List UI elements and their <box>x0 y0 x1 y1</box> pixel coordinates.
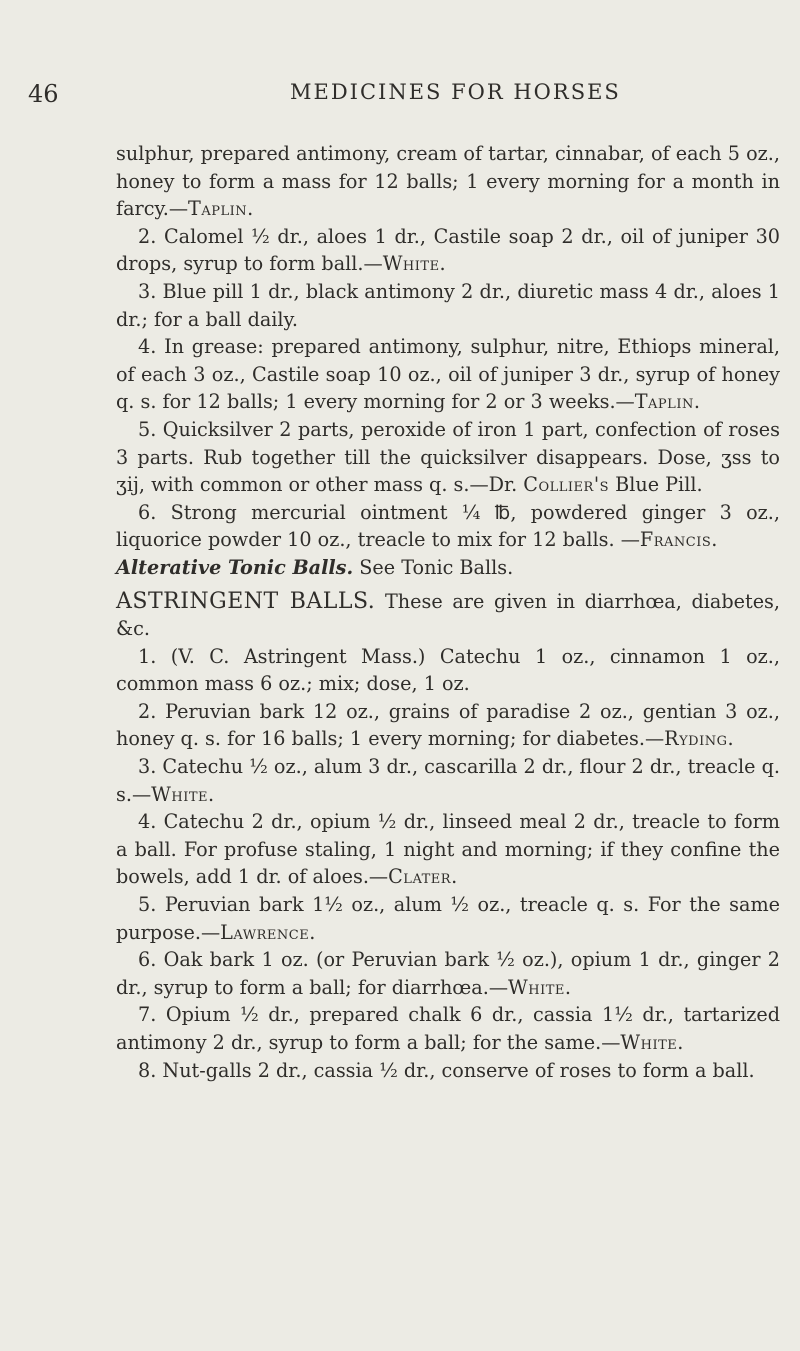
author-name: White. <box>382 252 447 276</box>
recipe-entry: 2. Calomel ½ dr., aloes 1 dr., Castile soap 2 dr., oil of juniper 30 drops, syrup to form ball.—White. <box>116 224 780 276</box>
author-name: White. <box>151 782 215 806</box>
recipe-entry: 5. Peruvian bark 1½ oz., alum ½ oz., treacle q. s. For the same purpose.—Lawrence. <box>116 893 780 944</box>
recipe-entry: 6. Oak bark 1 oz. (or Peruvian bark ½ oz.), opium 1 dr., ginger 2 dr., syrup to form a ball; for diarrhœa.—White. <box>116 948 780 999</box>
author-name: Taplin. <box>634 390 701 414</box>
recipe-entry: 1. (V. C. Astringent Mass.) Catechu 1 oz., cinnamon 1 oz., common mass 6 oz.; mix; dose, 1 oz. <box>116 644 780 696</box>
author-name: Taplin. <box>188 197 254 221</box>
recipe-entry: 4. In grease: prepared antimony, sulphur, nitre, Ethiops mineral, of each 3 oz., Castile soap 10 oz., oil of juniper 3 dr., syrup of honey q. s. for 12 balls; 1 every morning for 2 or 3 weeks.—Taplin. <box>116 335 780 414</box>
page-number: 46 <box>28 80 59 108</box>
recipe-entry: 3. Blue pill 1 dr., black antimony 2 dr., diuretic mass 4 dr., aloes 1 dr.; for a ball daily. <box>116 279 780 331</box>
author-name: Collier's <box>523 473 609 497</box>
alterative-label: Alterative Tonic Balls. <box>116 555 354 579</box>
recipe-entry: 2. Peruvian bark 12 oz., grains of paradise 2 oz., gentian 3 oz., honey q. s. for 16 balls; 1 every morning; for diabetes.—Ryding. <box>116 699 780 751</box>
recipe-entry: 8. Nut-galls 2 dr., cassia ½ dr., conserve of roses to form a ball. <box>138 1058 755 1082</box>
recipe-entry: 5. Quicksilver 2 parts, peroxide of iron 1 part, confection of roses 3 parts. Rub together till the quicksilver disappears. Dose, ʒss to ʒij, with common or other mass q. s.—Dr. Collier's Blue Pill. <box>116 417 780 497</box>
author-name: Ryding. <box>664 727 735 751</box>
recipe-entry: 4. Catechu 2 dr., opium ½ dr., linseed meal 2 dr., treacle to form a ball. For profuse staling, 1 night and morning; if they confine the bowels, add 1 dr. of aloes.—Clater. <box>116 810 780 889</box>
recipe-entry: 7. Opium ½ dr., prepared chalk 6 dr., cassia 1½ dr., tartarized antimony 2 dr., syrup to form a ball; for the same.—White. <box>116 1003 780 1054</box>
author-name: Francis. <box>639 528 718 552</box>
running-header: MEDICINES FOR HORSES <box>290 80 621 104</box>
alterative-cross-reference: Alterative Tonic Balls. See Tonic Balls. <box>116 555 514 579</box>
author-name: Clater. <box>388 865 458 889</box>
section-heading: ASTRINGENT BALLS. <box>116 588 376 614</box>
astringent-section-intro: ASTRINGENT BALLS. These are given in diarrhœa, diabetes, &c. <box>116 588 780 641</box>
recipe-entry: sulphur, prepared antimony, cream of tartar, cinnabar, of each 5 oz., honey to form a mass for 12 balls; 1 every morning for a month in farcy.—Taplin. <box>116 142 780 221</box>
recipe-entry: 6. Strong mercurial ointment ¼ ℔, powdered ginger 3 oz., liquorice powder 10 oz., treacle to mix for 12 balls. —Francis. <box>116 500 780 552</box>
recipe-entry: 3. Catechu ½ oz., alum 3 dr., cascarilla 2 dr., flour 2 dr., treacle q. s.—White. <box>116 755 780 806</box>
page-body <box>116 140 780 1084</box>
author-name: White. <box>508 975 572 999</box>
author-name: Lawrence. <box>220 920 316 944</box>
author-name: White. <box>620 1031 684 1054</box>
